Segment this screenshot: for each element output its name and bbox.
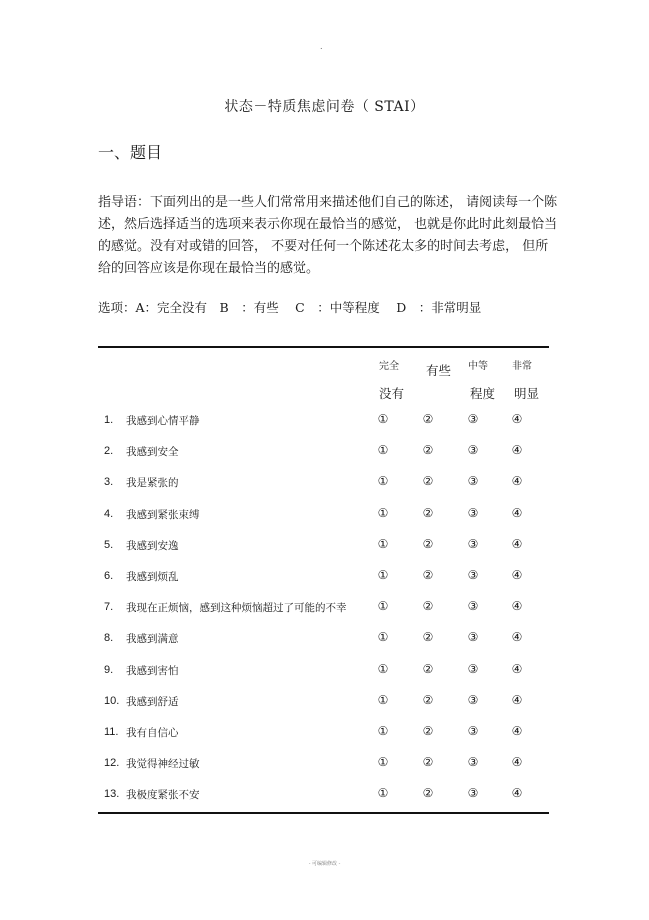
choice-option-1[interactable]: ① bbox=[377, 662, 389, 676]
item-number: 7. bbox=[104, 601, 114, 613]
choice-option-4[interactable]: ④ bbox=[511, 568, 523, 582]
choice-option-1[interactable]: ① bbox=[377, 443, 389, 457]
item-number: 3. bbox=[104, 476, 114, 488]
choice-option-3[interactable]: ③ bbox=[467, 662, 479, 676]
choice-option-3[interactable]: ③ bbox=[467, 630, 479, 644]
choice-option-3[interactable]: ③ bbox=[467, 474, 479, 488]
choice-option-4[interactable]: ④ bbox=[511, 693, 523, 707]
choice-option-2[interactable]: ② bbox=[422, 662, 434, 676]
top-mark: . bbox=[320, 42, 323, 51]
choice-option-3[interactable]: ③ bbox=[467, 568, 479, 582]
choice-option-4[interactable]: ④ bbox=[511, 599, 523, 613]
choice-option-2[interactable]: ② bbox=[422, 412, 434, 426]
choice-option-3[interactable]: ③ bbox=[467, 786, 479, 800]
item-statement: 我感到安逸 bbox=[126, 540, 179, 552]
item-statement: 我极度紧张不安 bbox=[126, 789, 200, 801]
item-number: 12. bbox=[104, 757, 120, 769]
choice-option-4[interactable]: ④ bbox=[511, 755, 523, 769]
page-title: 状态－特质焦虑问卷（ STAI） bbox=[224, 99, 425, 115]
item-statement: 我有自信心 bbox=[126, 727, 179, 739]
choice-option-4[interactable]: ④ bbox=[511, 786, 523, 800]
item-number: 1. bbox=[104, 414, 114, 426]
choice-option-4[interactable]: ④ bbox=[511, 724, 523, 738]
header-col-d-top: 非常 bbox=[512, 361, 532, 372]
choice-option-2[interactable]: ② bbox=[422, 568, 434, 582]
item-statement: 我觉得神经过敏 bbox=[126, 758, 200, 770]
item-number: 6. bbox=[104, 570, 114, 582]
item-number: 2. bbox=[104, 445, 114, 457]
choice-option-1[interactable]: ① bbox=[377, 412, 389, 426]
choice-option-1[interactable]: ① bbox=[377, 786, 389, 800]
choice-option-2[interactable]: ② bbox=[422, 443, 434, 457]
header-col-d-bottom: 明显 bbox=[514, 386, 540, 401]
page-footer: - 可编辑修改 - bbox=[308, 861, 341, 867]
item-number: 13. bbox=[104, 788, 120, 800]
item-statement: 我感到紧张束缚 bbox=[126, 509, 200, 521]
choice-option-1[interactable]: ① bbox=[377, 537, 389, 551]
item-number: 4. bbox=[104, 508, 114, 520]
choice-option-1[interactable]: ① bbox=[377, 506, 389, 520]
choice-option-3[interactable]: ③ bbox=[467, 755, 479, 769]
header-col-b: 有些 bbox=[426, 363, 452, 378]
choice-option-1[interactable]: ① bbox=[377, 568, 389, 582]
choice-option-2[interactable]: ② bbox=[422, 693, 434, 707]
item-number: 8. bbox=[104, 632, 114, 644]
options-legend: 选项：A：完全没有 B ：有些 C ：中等程度 D ：非常明显 bbox=[98, 300, 482, 315]
header-col-a-top: 完全 bbox=[379, 361, 399, 372]
section-heading: 一、题目 bbox=[98, 143, 163, 162]
choice-option-2[interactable]: ② bbox=[422, 474, 434, 488]
instructions-paragraph: 指导语：下面列出的是一些人们常常用来描述他们自己的陈述， 请阅读每一个陈述，然后选择适当的选项来表示你现在最恰当的感觉， 也就是你此时此刻最恰当的感觉。没有对或错的回答， 不要对任何一个陈述花太多的时间去考虑， 但所给的回答应该是你现在最恰当的感觉。 bbox=[98, 195, 558, 276]
choice-option-3[interactable]: ③ bbox=[467, 537, 479, 551]
choice-option-2[interactable]: ② bbox=[422, 786, 434, 800]
choice-option-2[interactable]: ② bbox=[422, 755, 434, 769]
choice-option-1[interactable]: ① bbox=[377, 630, 389, 644]
choice-option-2[interactable]: ② bbox=[422, 599, 434, 613]
item-statement: 我感到满意 bbox=[126, 633, 179, 645]
choice-option-1[interactable]: ① bbox=[377, 693, 389, 707]
choice-option-1[interactable]: ① bbox=[377, 474, 389, 488]
item-statement: 我感到害怕 bbox=[126, 665, 179, 677]
item-statement: 我感到心情平静 bbox=[126, 415, 200, 427]
choice-option-1[interactable]: ① bbox=[377, 599, 389, 613]
item-number: 10. bbox=[104, 695, 120, 707]
item-statement: 我感到烦乱 bbox=[126, 571, 179, 583]
choice-option-1[interactable]: ① bbox=[377, 755, 389, 769]
item-number: 5. bbox=[104, 539, 114, 551]
item-number: 11. bbox=[104, 726, 119, 738]
header-col-c-bottom: 程度 bbox=[470, 386, 496, 401]
choice-option-4[interactable]: ④ bbox=[511, 443, 523, 457]
choice-option-3[interactable]: ③ bbox=[467, 693, 479, 707]
item-number: 9. bbox=[104, 664, 114, 676]
item-statement: 我感到安全 bbox=[126, 446, 179, 458]
choice-option-1[interactable]: ① bbox=[377, 724, 389, 738]
choice-option-4[interactable]: ④ bbox=[511, 412, 523, 426]
choice-option-3[interactable]: ③ bbox=[467, 506, 479, 520]
item-statement: 我感到舒适 bbox=[126, 696, 179, 708]
choice-option-3[interactable]: ③ bbox=[467, 599, 479, 613]
choice-option-3[interactable]: ③ bbox=[467, 412, 479, 426]
choice-option-2[interactable]: ② bbox=[422, 537, 434, 551]
table-bottom-rule bbox=[98, 812, 549, 814]
choice-option-4[interactable]: ④ bbox=[511, 537, 523, 551]
choice-option-4[interactable]: ④ bbox=[511, 506, 523, 520]
choice-option-4[interactable]: ④ bbox=[511, 474, 523, 488]
table-top-rule bbox=[98, 346, 549, 348]
choice-option-2[interactable]: ② bbox=[422, 506, 434, 520]
choice-option-4[interactable]: ④ bbox=[511, 630, 523, 644]
item-statement: 我是紧张的 bbox=[126, 477, 179, 489]
header-col-c-top: 中等 bbox=[468, 361, 488, 372]
choice-option-3[interactable]: ③ bbox=[467, 443, 479, 457]
choice-option-2[interactable]: ② bbox=[422, 724, 434, 738]
header-col-a-bottom: 没有 bbox=[379, 386, 405, 401]
item-statement: 我现在正烦恼，感到这种烦恼超过了可能的不幸 bbox=[126, 602, 347, 614]
choice-option-4[interactable]: ④ bbox=[511, 662, 523, 676]
choice-option-2[interactable]: ② bbox=[422, 630, 434, 644]
choice-option-3[interactable]: ③ bbox=[467, 724, 479, 738]
